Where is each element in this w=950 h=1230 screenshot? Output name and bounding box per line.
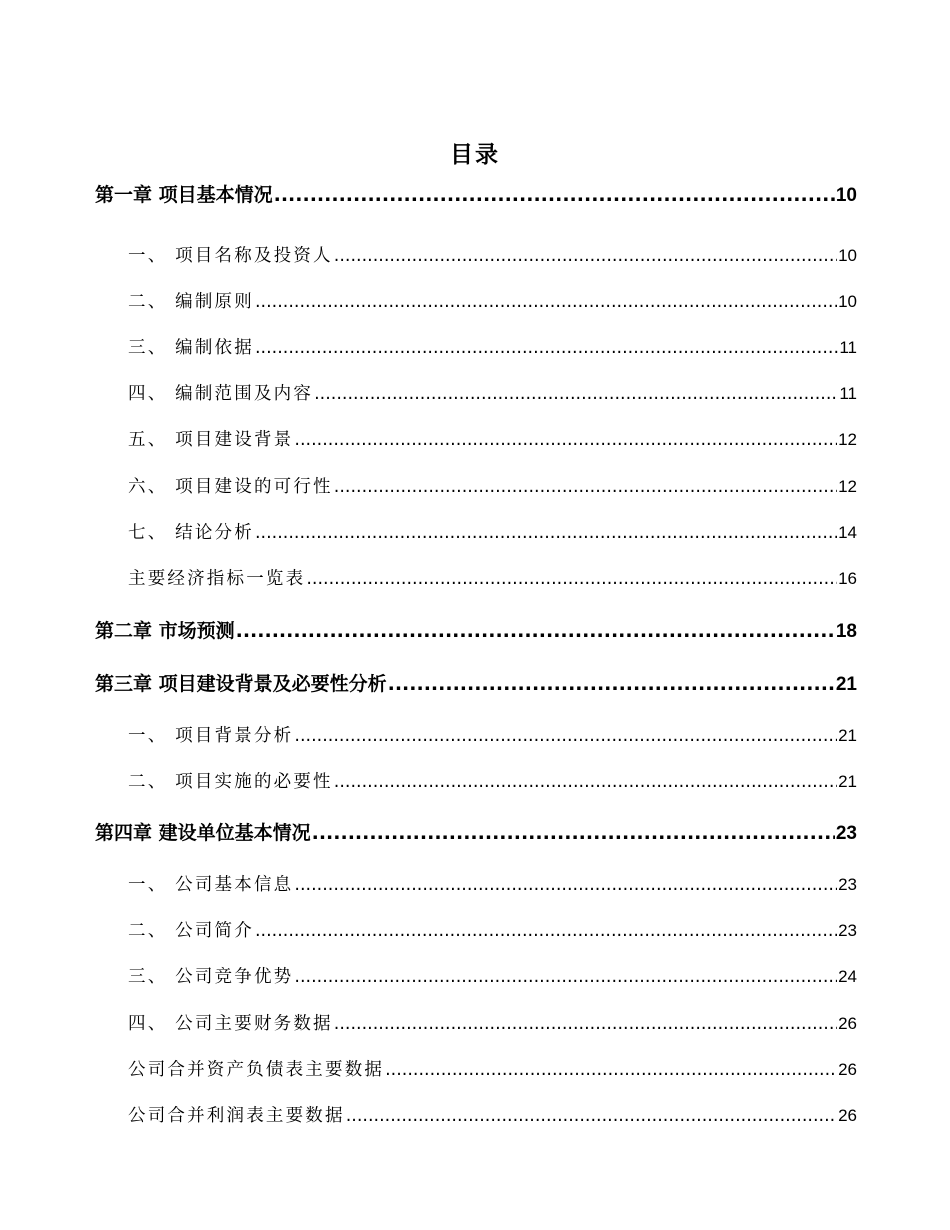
toc-page-number: 18 (835, 621, 857, 642)
toc-entry-label: 六、 项目建设的可行性 (128, 477, 333, 497)
toc-entry-section[interactable] (128, 767, 857, 797)
toc-dot-leader (294, 870, 837, 900)
toc-dot-leader (334, 767, 837, 797)
toc-page-number: 23 (838, 921, 857, 940)
toc-entry-label: 五、 项目建设背景 (128, 430, 294, 450)
toc-dot-leader (312, 818, 835, 848)
toc-entry-label: 三、 公司竞争优势 (128, 967, 294, 987)
toc-entry-section[interactable] (128, 425, 857, 455)
toc-entry-label: 第二章 市场预测 (95, 620, 235, 642)
toc-page-number: 26 (838, 1106, 857, 1125)
toc-page-number: 10 (838, 246, 857, 265)
toc-dot-leader (346, 1101, 837, 1131)
toc-entry-label: 主要经济指标一览表 (128, 569, 306, 589)
toc-entry-label: 三、 编制依据 (128, 338, 254, 358)
toc-dot-leader (385, 1055, 837, 1085)
toc-page-number: 11 (839, 338, 857, 357)
toc-dot-leader (236, 616, 835, 646)
toc-entry-chapter[interactable] (95, 616, 857, 646)
toc-dot-leader (255, 916, 837, 946)
toc-dot-leader (294, 425, 837, 455)
toc-entry-section[interactable] (128, 870, 857, 900)
toc-page-number: 21 (838, 726, 857, 745)
toc-page-number: 24 (838, 967, 857, 986)
toc-page-number: 10 (838, 292, 857, 311)
toc-entry-chapter[interactable] (95, 669, 857, 699)
toc-entry-label: 二、 公司简介 (128, 921, 254, 941)
toc-dot-leader (306, 564, 837, 594)
toc-entry-section[interactable] (128, 1055, 857, 1085)
toc-entry-section[interactable] (128, 241, 857, 271)
toc-entry-label: 第一章 项目基本情况 (95, 184, 273, 206)
toc-page-number: 12 (838, 477, 857, 496)
toc-entry-label: 第四章 建设单位基本情况 (95, 822, 311, 844)
toc-page-number: 21 (835, 674, 857, 695)
toc-entry-chapter[interactable] (95, 818, 857, 848)
toc-entry-section[interactable] (128, 564, 857, 594)
toc-entry-section[interactable] (128, 518, 857, 548)
toc-entry-section[interactable] (128, 1009, 857, 1039)
toc-entry-label: 公司合并资产负债表主要数据 (128, 1060, 385, 1080)
toc-entry-section[interactable] (128, 1101, 857, 1131)
toc-dot-leader (274, 180, 835, 210)
toc-entry-label: 二、 项目实施的必要性 (128, 772, 333, 792)
toc-entry-label: 一、 项目名称及投资人 (128, 246, 333, 266)
toc-entry-label: 第三章 项目建设背景及必要性分析 (95, 673, 387, 695)
toc-page-number: 16 (838, 569, 857, 588)
toc-page-number: 26 (838, 1060, 857, 1079)
toc-dot-leader (314, 379, 838, 409)
toc-entry-section[interactable] (128, 472, 857, 502)
toc-dot-leader (334, 472, 837, 502)
toc-title: 目录 (450, 142, 500, 169)
toc-dot-leader (255, 333, 838, 363)
toc-page-number: 23 (838, 875, 857, 894)
toc-entry-label: 二、 编制原则 (128, 292, 254, 312)
toc-entry-label: 四、 编制范围及内容 (128, 384, 314, 404)
toc-page-number: 10 (835, 185, 857, 206)
toc-dot-leader (294, 962, 837, 992)
toc-dot-leader (334, 1009, 837, 1039)
toc-dot-leader (334, 241, 837, 271)
toc-page-number: 21 (838, 772, 857, 791)
toc-entry-section[interactable] (128, 721, 857, 751)
toc-page-number: 26 (838, 1014, 857, 1033)
toc-dot-leader (255, 287, 837, 317)
toc-page-number: 11 (839, 384, 857, 403)
toc-entry-label: 一、 公司基本信息 (128, 875, 294, 895)
toc-dot-leader (388, 669, 835, 699)
toc-entry-section[interactable] (128, 379, 857, 409)
toc-page-number: 14 (838, 523, 857, 542)
toc-entry-label: 四、 公司主要财务数据 (128, 1014, 333, 1034)
toc-entry-section[interactable] (128, 333, 857, 363)
toc-page-number: 23 (835, 823, 857, 844)
toc-entry-label: 七、 结论分析 (128, 523, 254, 543)
toc-entry-section[interactable] (128, 916, 857, 946)
toc-entry-section[interactable] (128, 962, 857, 992)
toc-dot-leader (255, 518, 837, 548)
toc-entry-section[interactable] (128, 287, 857, 317)
toc-entry-chapter[interactable] (95, 180, 857, 210)
toc-entry-label: 一、 项目背景分析 (128, 726, 294, 746)
toc-page-number: 12 (838, 430, 857, 449)
toc-entry-label: 公司合并利润表主要数据 (128, 1106, 345, 1126)
toc-dot-leader (294, 721, 837, 751)
